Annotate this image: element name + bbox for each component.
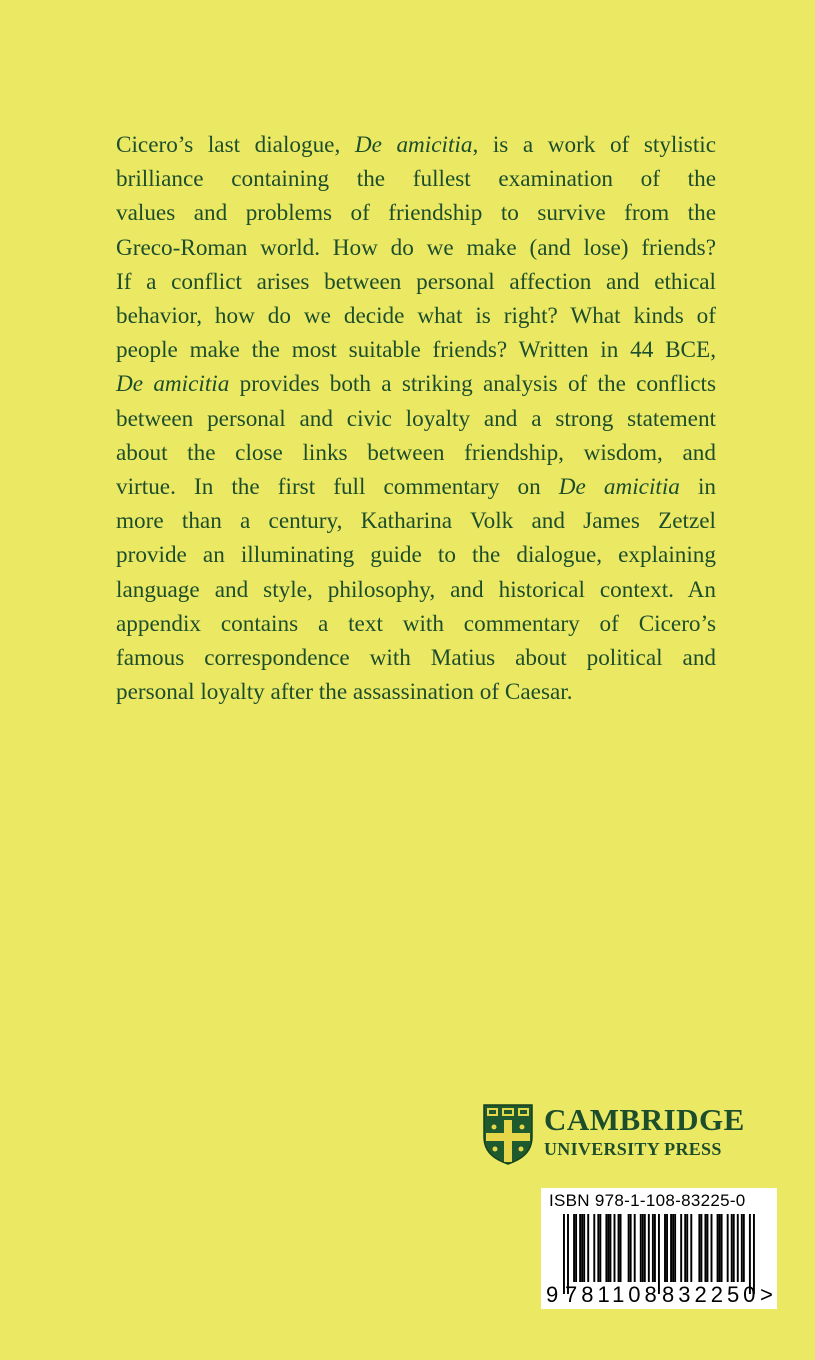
barcode-bar xyxy=(700,1214,702,1282)
barcode-bar xyxy=(609,1214,611,1282)
barcode-bar xyxy=(614,1214,616,1282)
barcode-bar xyxy=(698,1214,700,1282)
blurb-line: values and problems of friendship to survive from the xyxy=(116,200,716,227)
barcode-bar xyxy=(579,1214,581,1282)
barcode-bar xyxy=(680,1214,682,1282)
barcode-bar xyxy=(704,1214,706,1282)
barcode-bar xyxy=(634,1214,636,1282)
barcode-bar xyxy=(648,1214,650,1282)
barcode-bar xyxy=(727,1214,729,1282)
blurb-line: De amicitia provides both a striking analysis of the conflicts xyxy=(116,371,717,398)
blurb-line: famous correspondence with Matius about political and xyxy=(116,645,716,672)
cambridge-shield-icon xyxy=(482,1103,534,1165)
barcode-bar xyxy=(620,1214,622,1282)
barcode-bar xyxy=(575,1214,577,1282)
barcode-bar xyxy=(686,1214,688,1282)
barcode-bar xyxy=(666,1214,668,1282)
barcode-bar xyxy=(733,1214,735,1282)
barcode-bar xyxy=(573,1214,575,1282)
barcode-bar xyxy=(605,1214,607,1282)
barcode-bar xyxy=(731,1214,733,1282)
barcode-bar xyxy=(642,1214,644,1282)
barcode-bar xyxy=(618,1214,620,1282)
barcode-bar xyxy=(607,1214,609,1282)
blurb-line: virtue. In the first full commentary on De amicitia in xyxy=(116,474,717,501)
blurb-line: people make the most suitable friends? Written in 44 BCE, xyxy=(116,337,716,364)
blurb-line: behavior, how do we decide what is right? What kinds of xyxy=(116,303,716,330)
barcode-bar xyxy=(690,1214,692,1282)
barcode-bar xyxy=(640,1214,642,1282)
book-title: De amicitia xyxy=(558,474,680,501)
barcode-bar xyxy=(672,1214,674,1282)
blurb-line: brilliance containing the fullest examination of the xyxy=(116,166,716,193)
ean-arrow: > xyxy=(760,1282,773,1307)
blurb-line: provide an illuminating guide to the dialogue, explaining xyxy=(116,542,716,569)
barcode-bar xyxy=(597,1214,599,1282)
isbn-label: ISBN 978-1-108-83225-0 xyxy=(549,1191,746,1210)
blurb-line: about the close links between friendship, wisdom, and xyxy=(116,439,716,466)
barcode-bar xyxy=(593,1214,595,1282)
barcode-bar xyxy=(581,1214,583,1282)
blurb-line: Greco-Roman world. How do we make (and lose) friends? xyxy=(116,234,716,261)
book-title: De amicitia xyxy=(354,132,473,158)
publisher-subname: UNIVERSITY PRESS xyxy=(544,1139,722,1159)
book-title: De amicitia xyxy=(116,371,230,398)
barcode-bar xyxy=(674,1214,676,1282)
barcode-bar xyxy=(652,1214,654,1282)
barcode-bar xyxy=(737,1214,739,1282)
blurb-line: If a conflict arises between personal affection and ethical xyxy=(116,268,716,295)
ean-right-digits: 832250 xyxy=(662,1282,760,1307)
isbn-barcode xyxy=(541,1188,777,1309)
barcode-bar xyxy=(670,1214,672,1282)
barcode-bar xyxy=(717,1214,719,1282)
barcode-bar xyxy=(583,1214,585,1282)
barcode-bar xyxy=(684,1214,686,1282)
barcode-bar xyxy=(743,1214,745,1282)
publisher-wordmark xyxy=(544,1103,745,1161)
ean-first-digit: 9 xyxy=(546,1282,559,1307)
barcode-bar xyxy=(741,1214,743,1282)
barcode-bar xyxy=(654,1214,656,1282)
barcode-bar xyxy=(711,1214,713,1282)
blurb-line: language and style, philosophy, and historical context. An xyxy=(116,576,716,603)
barcode-bar xyxy=(630,1214,632,1282)
barcode-bar xyxy=(628,1214,630,1282)
back-cover-blurb xyxy=(116,128,716,709)
barcode-bar xyxy=(644,1214,646,1282)
barcode-bar xyxy=(664,1214,666,1282)
barcode-bar xyxy=(721,1214,723,1282)
blurb-line: between personal and civic loyalty and a strong statement xyxy=(116,405,716,432)
barcode-bar xyxy=(719,1214,721,1282)
barcode-bar xyxy=(706,1214,708,1282)
blurb-line: appendix contains a text with commentary of Cicero’s xyxy=(116,610,716,637)
blurb-line: Cicero’s last dialogue, De amicitia, is a work of stylistic xyxy=(116,132,716,158)
ean-left-digits: 781108 xyxy=(565,1282,661,1307)
blurb-line: personal loyalty after the assassination of Caesar. xyxy=(116,679,573,706)
barcode-bar xyxy=(599,1214,601,1282)
barcode-bar xyxy=(587,1214,589,1282)
publisher-logo xyxy=(482,1103,782,1165)
blurb-line: more than a century, Katharina Volk and James Zetzel xyxy=(116,508,716,535)
publisher-name: CAMBRIDGE xyxy=(544,1102,745,1137)
